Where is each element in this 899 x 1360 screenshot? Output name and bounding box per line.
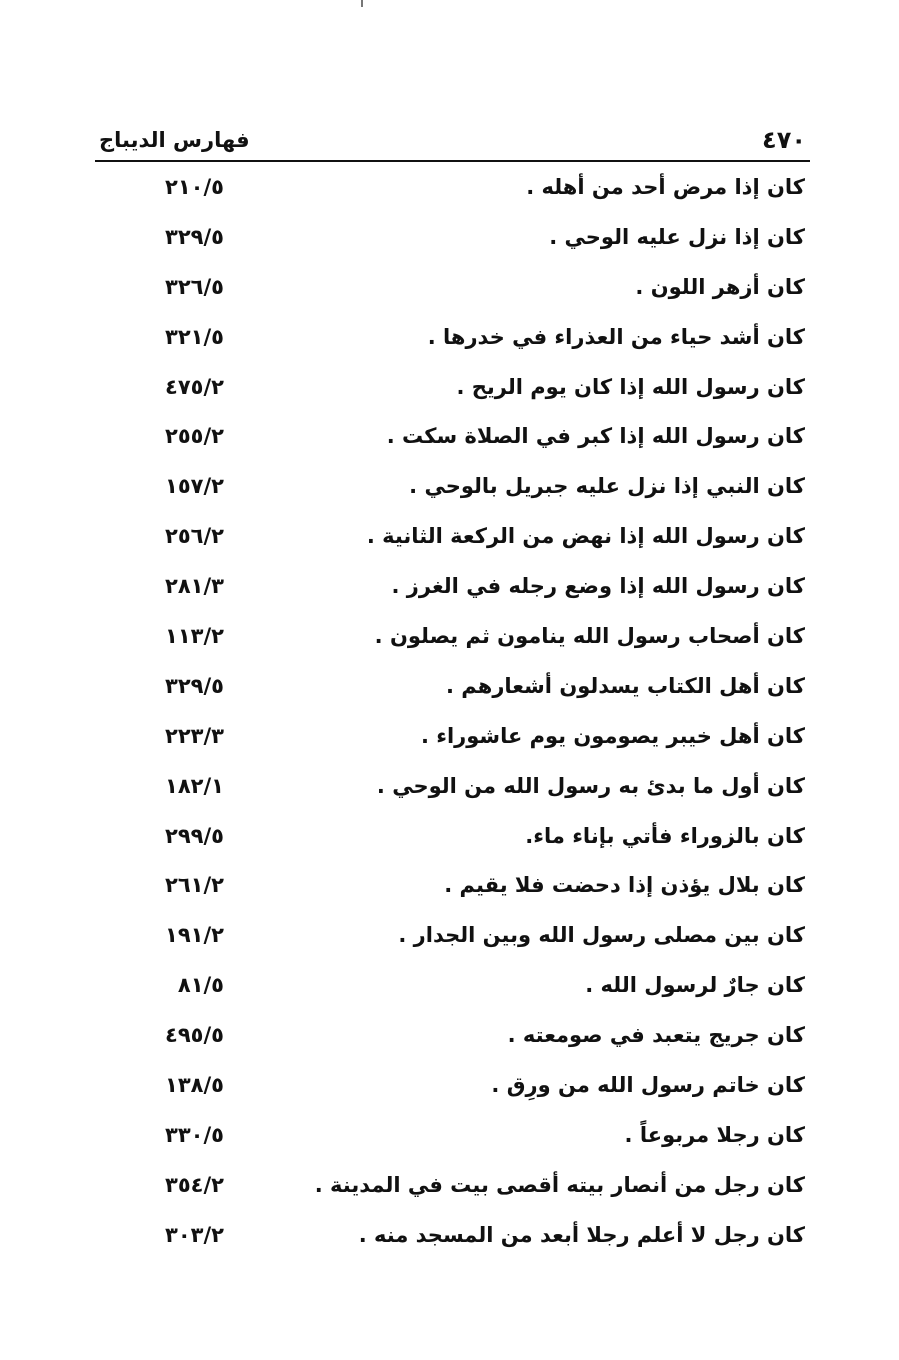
running-title: فهارس الديباج (99, 128, 250, 152)
entry-text: كان النبي إذا نزل عليه جبريل بالوحي . (409, 474, 805, 499)
entry-reference: ٣٥٤/٢ (165, 1172, 224, 1197)
entry-text: كان أهل الكتاب يسدلون أشعارهم . (446, 673, 805, 698)
entry-reference: ٢٥٥/٢ (165, 424, 224, 449)
entry-text: كان أهل خيبر يصومون يوم عاشوراء . (420, 723, 805, 748)
index-entry (0, 165, 899, 215)
page-header (95, 118, 810, 158)
entry-text: كان رسول الله إذا كان يوم الريح . (456, 374, 805, 399)
entry-text: كان أشد حياء من العذراء في خدرها . (427, 324, 805, 349)
entry-text: كان رسول الله إذا وضع رجله في الغرز . (391, 574, 805, 599)
entry-reference: ١٥٧/٢ (165, 474, 224, 499)
entry-reference: ٣٣٠/٥ (165, 1122, 224, 1147)
index-entry (0, 514, 899, 564)
entry-text: كان بين مصلى رسول الله وبين الجدار . (398, 923, 805, 948)
entry-text: كان أزهر اللون . (635, 274, 805, 299)
entry-reference: ١٩١/٢ (165, 923, 224, 948)
header-rule (95, 160, 810, 162)
entry-text: كان إذا مرض أحد من أهله . (526, 175, 805, 199)
entry-reference: ٢١٠/٥ (165, 175, 224, 199)
entry-text: كان جريج يتعبد في صومعته . (507, 1023, 805, 1048)
index-entry (0, 814, 899, 864)
entry-reference: ٢٨١/٣ (165, 574, 224, 599)
entry-reference: ٣٢١/٥ (165, 324, 224, 349)
index-entry (0, 414, 899, 464)
index-entry (0, 1213, 899, 1263)
index-entry (0, 1163, 899, 1213)
index-entry (0, 963, 899, 1013)
entry-reference: ١٣٨/٥ (165, 1073, 224, 1098)
index-entry (0, 614, 899, 664)
index-entry (0, 265, 899, 315)
entry-reference: ٣٢٦/٥ (165, 274, 224, 299)
page-number: ٤٧٠ (762, 126, 806, 154)
entry-text: كان رجل لا أعلم رجلا أبعد من المسجد منه . (358, 1222, 805, 1247)
entry-text: كان رسول الله إذا كبر في الصلاة سكت . (386, 424, 805, 449)
index-entry (0, 315, 899, 365)
entry-reference: ٢٢٣/٣ (165, 723, 224, 748)
entry-reference: ٨١/٥ (177, 973, 224, 998)
index-entry (0, 664, 899, 714)
entry-text: كان إذا نزل عليه الوحي . (549, 224, 805, 249)
index-entry (0, 564, 899, 614)
entry-reference: ٣٢٩/٥ (165, 224, 224, 249)
entry-reference: ٢٦١/٢ (165, 873, 224, 898)
index-entry (0, 913, 899, 963)
entry-text: كان بلال يؤذن إذا دحضت فلا يقيم . (444, 873, 805, 898)
index-entry (0, 464, 899, 514)
entry-text: كان رجل من أنصار بيته أقصى بيت في المدينة . (314, 1172, 805, 1197)
entry-reference: ٣٢٩/٥ (165, 673, 224, 698)
index-entry (0, 215, 899, 265)
index-entries (0, 165, 899, 1263)
entry-text: كان رجلا مربوعاً . (624, 1122, 805, 1147)
entry-text: كان أول ما بدئ به رسول الله من الوحي . (376, 773, 805, 798)
entry-text: كان خاتم رسول الله من ورِق . (491, 1073, 805, 1098)
entry-text: كان جارٌ لرسول الله . (585, 973, 805, 998)
entry-text: كان رسول الله إذا نهض من الركعة الثانية . (366, 524, 805, 549)
index-entry (0, 365, 899, 415)
index-entry (0, 863, 899, 913)
entry-reference: ١٨٢/١ (165, 773, 224, 798)
index-entry (0, 714, 899, 764)
entry-text: كان أصحاب رسول الله ينامون ثم يصلون . (374, 624, 805, 649)
entry-reference: ٤٧٥/٢ (165, 374, 224, 399)
entry-reference: ١١٣/٢ (165, 624, 224, 649)
index-entry (0, 1113, 899, 1163)
entry-reference: ٢٥٦/٢ (165, 524, 224, 549)
scan-mark (361, 0, 363, 7)
entry-text: كان بالزوراء فأتي بإناء ماء. (525, 823, 805, 848)
entry-reference: ٢٩٩/٥ (165, 823, 224, 848)
entry-reference: ٤٩٥/٥ (165, 1023, 224, 1048)
index-entry (0, 764, 899, 814)
index-entry (0, 1063, 899, 1113)
index-entry (0, 1013, 899, 1063)
entry-reference: ٣٠٣/٢ (165, 1222, 224, 1247)
